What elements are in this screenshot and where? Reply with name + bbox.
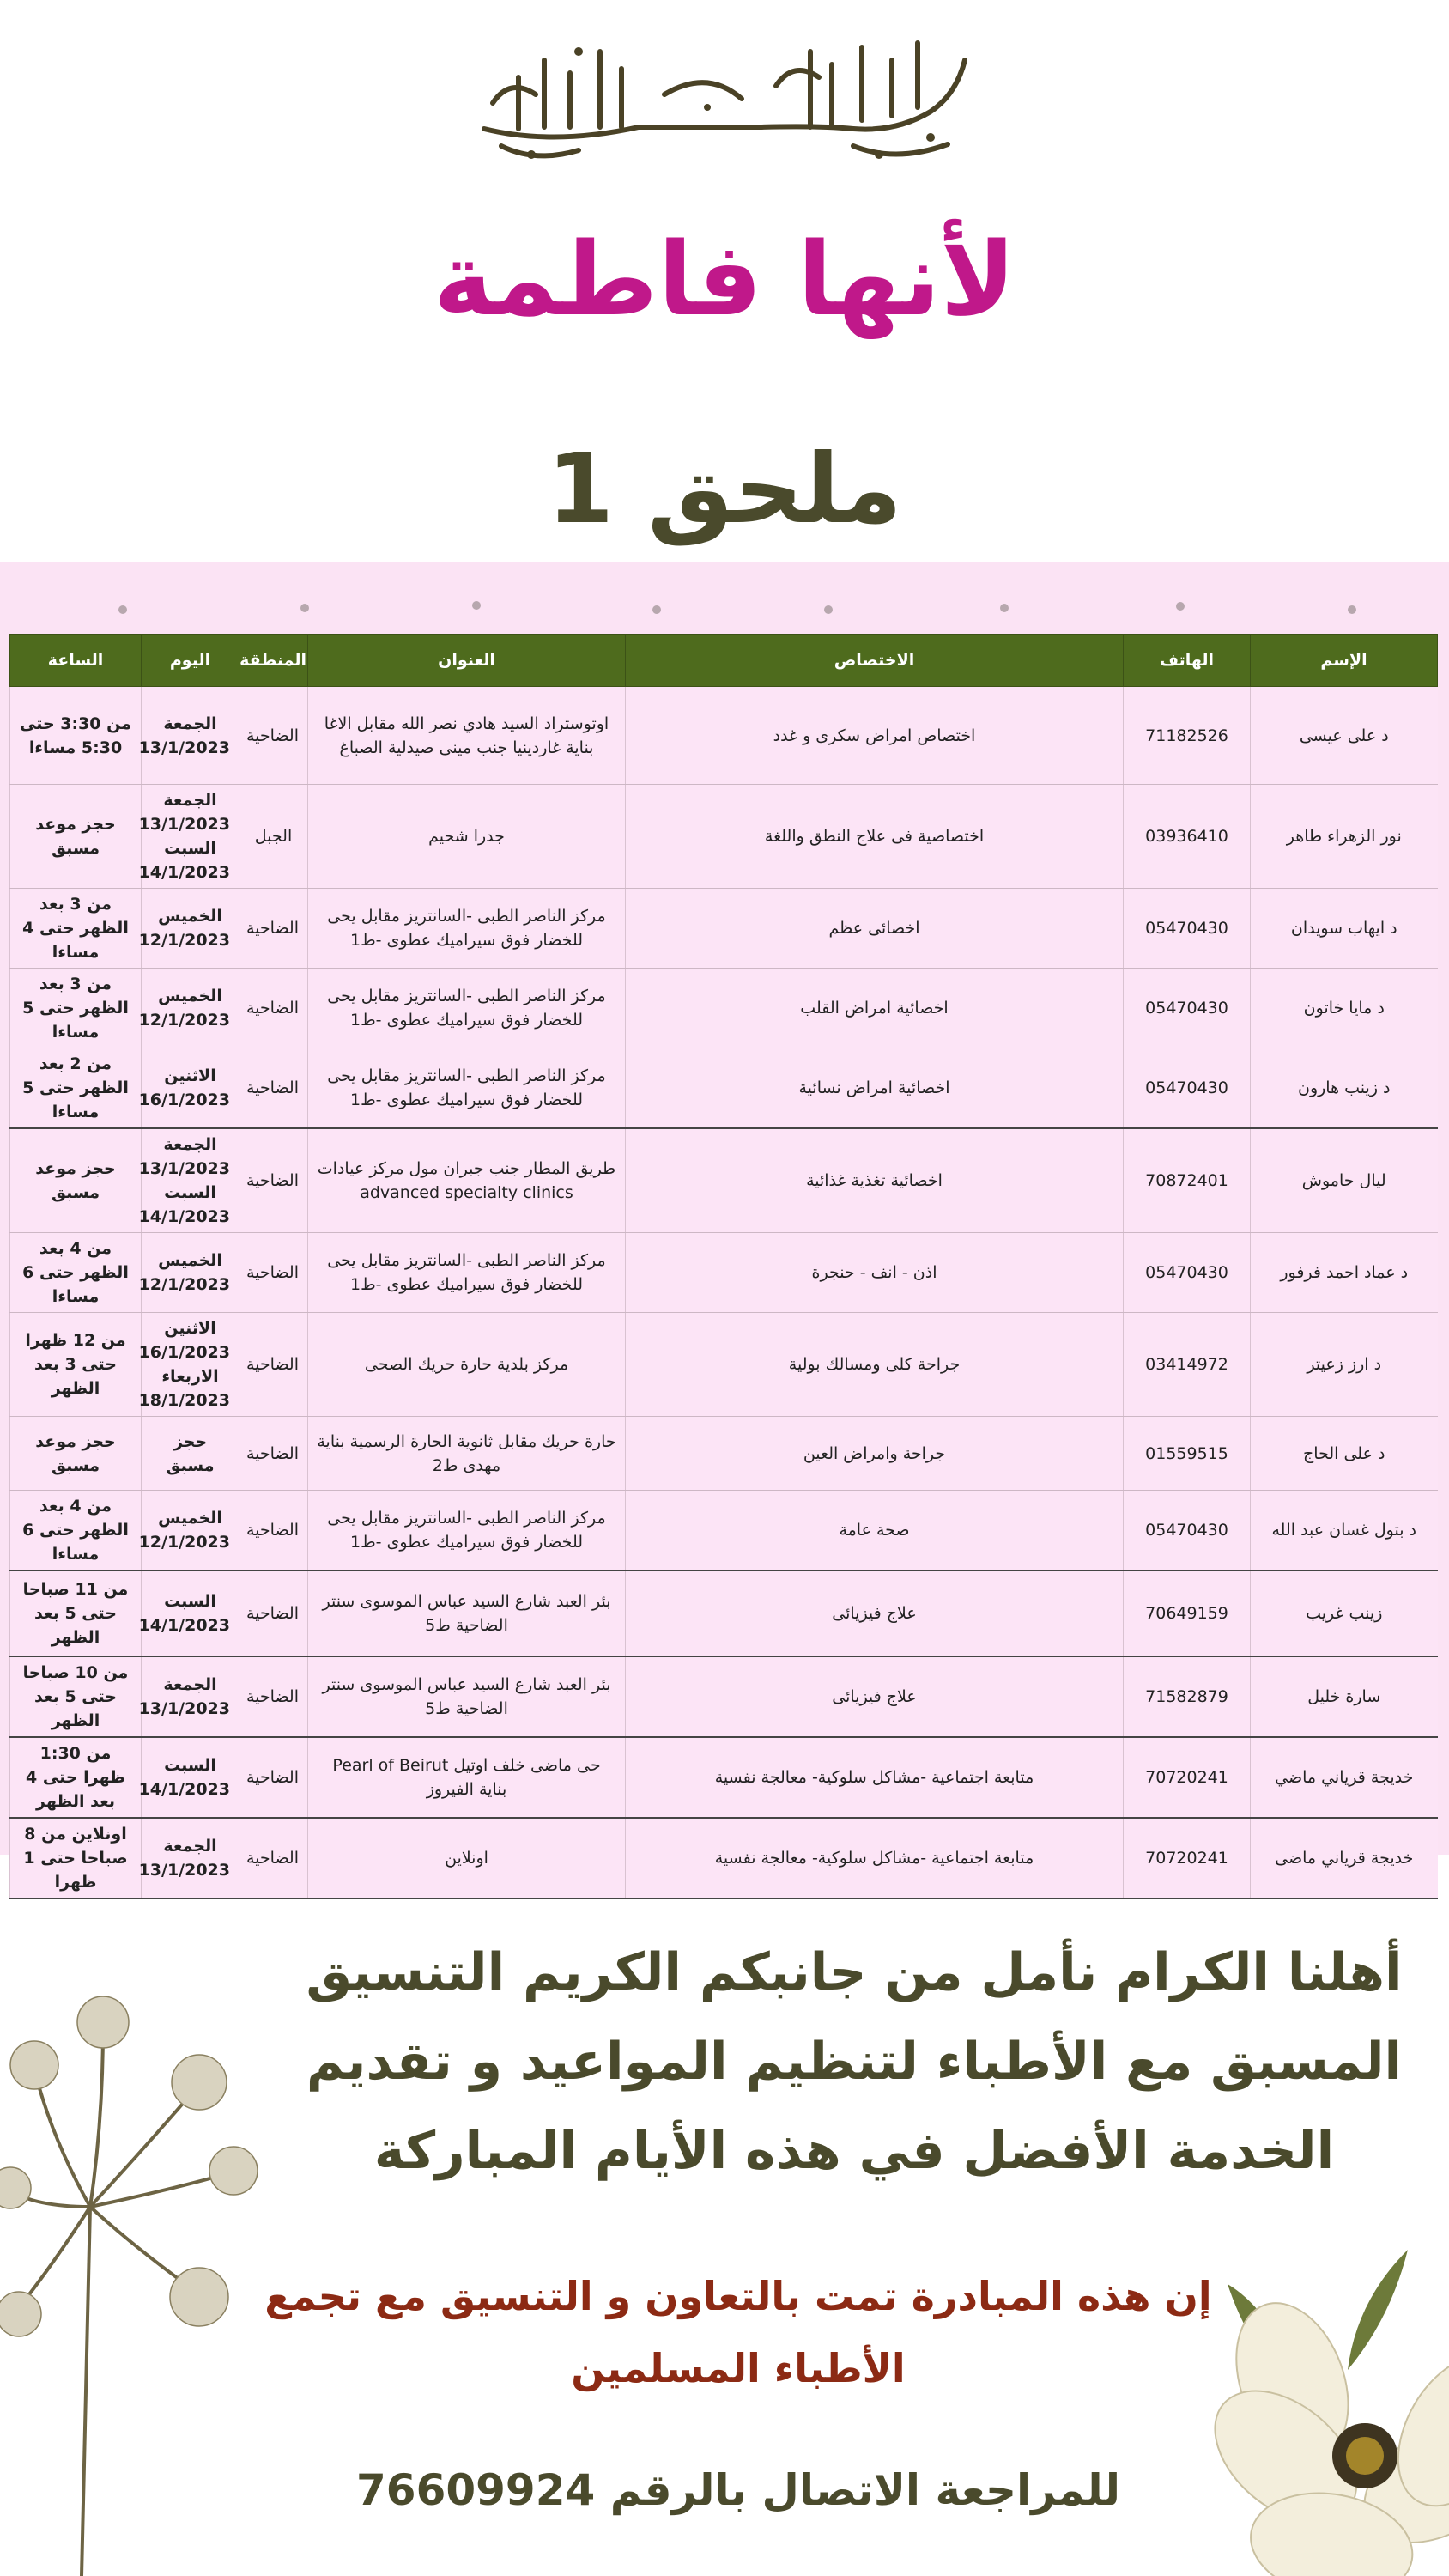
cell-day: حجز مسبق [142, 1417, 239, 1491]
cell-specialty: اخصائية امراض نسائية [626, 1048, 1124, 1129]
cell-phone: 71182526 [1124, 687, 1251, 785]
cell-specialty: جراحة كلى ومسالك بولية [626, 1313, 1124, 1417]
cell-day: الخميس 12/1/2023 [142, 889, 239, 969]
cell-day: الجمعة 13/1/2023 [142, 687, 239, 785]
cell-specialty: جراحة وامراض العين [626, 1417, 1124, 1491]
cell-time: من 3 بعد الظهر حتى 5 مساءا [10, 969, 142, 1048]
cell-address: مركز الناصر الطبى -السانتريز مقابل يحى للخضار فوق سيراميك عطوى -ط1 [308, 969, 626, 1048]
cell-name: د على عيسى [1251, 687, 1438, 785]
cell-area: الضاحية [239, 1048, 308, 1129]
cell-address: مركز الناصر الطبى -السانتريز مقابل يحى للخضار فوق سيراميك عطوى -ط1 [308, 1233, 626, 1313]
cell-phone: 05470430 [1124, 969, 1251, 1048]
cell-name: د ايهاب سويدان [1251, 889, 1438, 969]
white-flower-right-illustration [1193, 2233, 1449, 2576]
dried-flower-left-illustration [0, 1966, 275, 2576]
decor-dot [824, 605, 833, 614]
decor-dot [300, 604, 309, 612]
cell-specialty: اختصاصية فى علاج النطق واللغة [626, 785, 1124, 889]
cell-area: الضاحية [239, 1233, 308, 1313]
decor-dot [1000, 604, 1009, 612]
cell-phone: 70872401 [1124, 1128, 1251, 1233]
page-subtitle: ملحق 1 [547, 434, 902, 545]
cell-time: من 2 بعد الظهر حتى 5 مساءا [10, 1048, 142, 1129]
column-header-name: الإسم [1251, 635, 1438, 687]
cell-phone: 70720241 [1124, 1818, 1251, 1899]
cell-time: من 11 صباحا حتى 5 بعد الظهر [10, 1571, 142, 1656]
doctors-schedule-table [9, 634, 1438, 1899]
cell-name: نور الزهراء طاهر [1251, 785, 1438, 889]
cell-time: من 3:30 حتى 5:30 مساءا [10, 687, 142, 785]
cell-time: من 12 ظهرا حتى 3 بعد الظهر [10, 1313, 142, 1417]
cell-area: الضاحية [239, 687, 308, 785]
cell-area: الضاحية [239, 1491, 308, 1571]
cell-day: الخميس 12/1/2023 [142, 969, 239, 1048]
cell-address: حى ماضى خلف اوتيل Pearl of Beirut بناية الفيروز [308, 1737, 626, 1818]
cell-name: سارة خليل [1251, 1656, 1438, 1737]
cell-specialty: علاج فيزيائى [626, 1571, 1124, 1656]
contact-line: للمراجعة الاتصال بالرقم 76609924 [355, 2465, 1121, 2515]
cell-area: الضاحية [239, 1313, 308, 1417]
cell-area: الضاحية [239, 1737, 308, 1818]
cell-day: الجمعة 13/1/2023 [142, 1818, 239, 1899]
cell-area: الضاحية [239, 1656, 308, 1737]
cell-phone: 71582879 [1124, 1656, 1251, 1737]
decor-dot [652, 605, 661, 614]
cell-day: الاثنين 16/1/2023 الاربعاء 18/1/2023 [142, 1313, 239, 1417]
cell-day: السبت 14/1/2023 [142, 1571, 239, 1656]
cell-address: طريق المطار جنب جبران مول مركز عيادات advanced specialty clinics [308, 1128, 626, 1233]
cell-specialty: متابعة اجتماعية -مشاكل سلوكية- معالجة نفسية [626, 1737, 1124, 1818]
cell-phone: 01559515 [1124, 1417, 1251, 1491]
cell-time: حجز موعد مسبق [10, 785, 142, 889]
table-header-row [10, 635, 1438, 687]
basmala-calligraphy [0, 26, 1449, 172]
cell-name: د زينب هارون [1251, 1048, 1438, 1129]
cell-address: حارة حريك مقابل ثانوية الحارة الرسمية بناية مهدى ط2 [308, 1417, 626, 1491]
cell-phone: 03414972 [1124, 1313, 1251, 1417]
table-row [10, 889, 1438, 969]
calligraphy-graphic [450, 26, 999, 172]
cell-specialty: اذن - انف - حنجرة [626, 1233, 1124, 1313]
table-row [10, 1656, 1438, 1737]
column-header-specialty: الاختصاص [626, 635, 1124, 687]
cell-address: بئر العبد شارع السيد عباس الموسوى سنتر الضاحية ط5 [308, 1656, 626, 1737]
table-row [10, 969, 1438, 1048]
table-row [10, 1048, 1438, 1129]
cell-time: من 10 صباحا حتى 5 بعد الظهر [10, 1656, 142, 1737]
table-row [10, 1737, 1438, 1818]
cell-day: الجمعة 13/1/2023 السبت 14/1/2023 [142, 785, 239, 889]
cell-specialty: اخصائى عظم [626, 889, 1124, 969]
cell-name: د عماد احمد فرفور [1251, 1233, 1438, 1313]
cell-day: الخميس 12/1/2023 [142, 1233, 239, 1313]
cell-name: د ارز زعيتر [1251, 1313, 1438, 1417]
cell-name: ليال حاموش [1251, 1128, 1438, 1233]
cell-area: الضاحية [239, 889, 308, 969]
decor-dot [1348, 605, 1356, 614]
table-row [10, 1491, 1438, 1571]
table-row [10, 1313, 1438, 1417]
cell-time: من 1:30 ظهرا حتى 4 بعد الظهر [10, 1737, 142, 1818]
cell-time: من 3 بعد الظهر حتى 4 مساءا [10, 889, 142, 969]
column-header-phone: الهاتف [1124, 635, 1251, 687]
cell-phone: 05470430 [1124, 1233, 1251, 1313]
table-row [10, 1233, 1438, 1313]
table-row [10, 1128, 1438, 1233]
cell-specialty: صحة عامة [626, 1491, 1124, 1571]
cell-day: الجمعة 13/1/2023 السبت 14/1/2023 [142, 1128, 239, 1233]
cell-phone: 03936410 [1124, 785, 1251, 889]
cell-address: اوتوستراد السيد هادي نصر الله مقابل الاغا بناية غاردينيا جنب مينى صيدلية الصباغ [308, 687, 626, 785]
page-title: لأنها فاطمة [433, 220, 1016, 338]
column-header-area: المنطقة [239, 635, 308, 687]
cell-specialty: علاج فيزيائى [626, 1656, 1124, 1737]
cell-time: من 4 بعد الظهر حتى 6 مساءا [10, 1233, 142, 1313]
cell-address: اونلاين [308, 1818, 626, 1899]
cell-area: الضاحية [239, 1571, 308, 1656]
cell-time: من 4 بعد الظهر حتى 6 مساءا [10, 1491, 142, 1571]
cell-area: الضاحية [239, 1818, 308, 1899]
cell-address: جدرا شحيم [308, 785, 626, 889]
cell-area: الضاحية [239, 969, 308, 1048]
cell-name: د بتول غسان عبد الله [1251, 1491, 1438, 1571]
cell-time: حجز موعد مسبق [10, 1417, 142, 1491]
cell-specialty: اختصاص امراض سكرى و غدد [626, 687, 1124, 785]
column-header-day: اليوم [142, 635, 239, 687]
cell-phone: 70649159 [1124, 1571, 1251, 1656]
cell-day: الاثنين 16/1/2023 [142, 1048, 239, 1129]
cell-name: خديجة قرياني ماضى [1251, 1818, 1438, 1899]
cell-area: الجبل [239, 785, 308, 889]
cell-specialty: متابعة اجتماعية -مشاكل سلوكية- معالجة نفسية [626, 1818, 1124, 1899]
cell-phone: 05470430 [1124, 889, 1251, 969]
table-row [10, 785, 1438, 889]
cell-phone: 05470430 [1124, 1048, 1251, 1129]
cell-name: د على الحاج [1251, 1417, 1438, 1491]
cell-name: زينب غريب [1251, 1571, 1438, 1656]
cell-address: مركز الناصر الطبى -السانتريز مقابل يحى للخضار فوق سيراميك عطوى -ط1 [308, 1491, 626, 1571]
cell-area: الضاحية [239, 1417, 308, 1491]
cell-phone: 70720241 [1124, 1737, 1251, 1818]
cell-address: مركز الناصر الطبى -السانتريز مقابل يحى للخضار فوق سيراميك عطوى -ط1 [308, 1048, 626, 1129]
cell-area: الضاحية [239, 1128, 308, 1233]
initiative-message: إن هذه المبادرة تمت بالتعاون و التنسيق مع تجمع الأطباء المسلمين [264, 2273, 1212, 2391]
cell-day: الخميس 12/1/2023 [142, 1491, 239, 1571]
cell-time: اونلاين من 8 صباحا حتى 1 ظهرا [10, 1818, 142, 1899]
welcome-message: أهلنا الكرام نأمل من جانبكم الكريم التنسيق المسبق مع الأطباء لتنظيم المواعيد و تقديم الخدمة الأفضل في هذه الأيام المباركة [306, 1942, 1403, 2181]
cell-name: خديجة قرياني ماضي [1251, 1737, 1438, 1818]
cell-specialty: اخصائية تغذية غذائية [626, 1128, 1124, 1233]
decor-dot [472, 601, 481, 610]
cell-address: مركز بلدية حارة حريك الصحى [308, 1313, 626, 1417]
cell-specialty: اخصائية امراض القلب [626, 969, 1124, 1048]
table-row [10, 1571, 1438, 1656]
cell-phone: 05470430 [1124, 1491, 1251, 1571]
decor-dot [118, 605, 127, 614]
table-row [10, 1417, 1438, 1491]
cell-day: السبت 14/1/2023 [142, 1737, 239, 1818]
table-row [10, 1818, 1438, 1899]
decor-dot [1176, 602, 1185, 611]
table-row [10, 687, 1438, 785]
cell-time: حجز موعد مسبق [10, 1128, 142, 1233]
cell-address: بئر العبد شارع السيد عباس الموسوى سنتر الضاحية ط5 [308, 1571, 626, 1656]
column-header-address: العنوان [308, 635, 626, 687]
column-header-time: الساعة [10, 635, 142, 687]
cell-day: الجمعة 13/1/2023 [142, 1656, 239, 1737]
cell-address: مركز الناصر الطبى -السانتريز مقابل يحى للخضار فوق سيراميك عطوى -ط1 [308, 889, 626, 969]
cell-name: د مايا خاتون [1251, 969, 1438, 1048]
